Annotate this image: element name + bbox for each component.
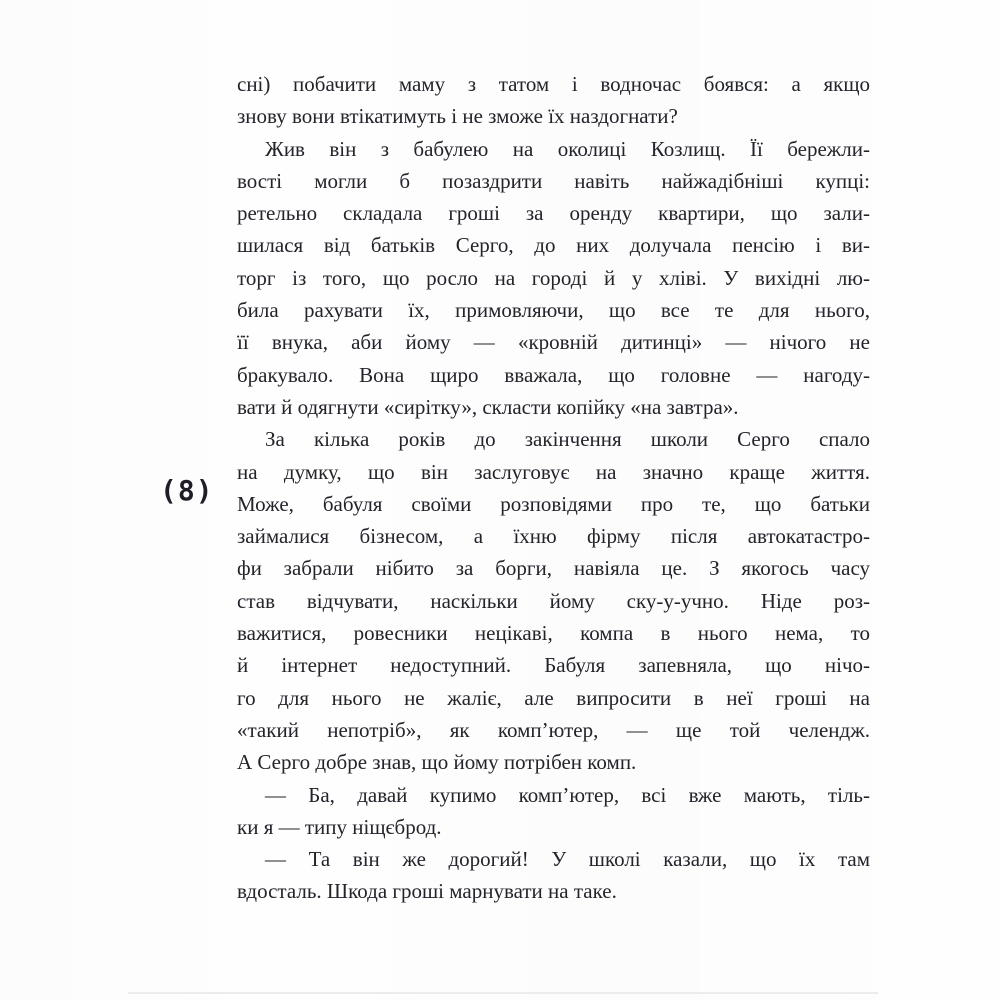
page-text-block (237, 68, 870, 908)
text-line: важитися, ровесники нецікаві, компа в нього нема, то (237, 621, 870, 646)
paragraph (237, 843, 870, 908)
text-line: торг із того, що росло на городі й у хліві. У вихідні лю- (237, 265, 870, 290)
paragraph (237, 133, 870, 424)
text-line: вдосталь. Шкода гроші марнувати на таке. (237, 879, 617, 904)
text-line: Може, бабуля своїми розповідями про те, що батьки (237, 491, 870, 516)
paragraph (237, 68, 870, 133)
scan-artifact-line (128, 992, 878, 994)
text-line: на думку, що він заслуговує на значно краще життя. (237, 459, 870, 484)
text-line: займалися бізнесом, а їхню фірму після автокатастро- (237, 524, 870, 549)
text-line: За кілька років до закінчення школи Серго спало (265, 427, 870, 452)
text-line: ретельно складала гроші за оренду квартири, що зали- (237, 201, 870, 226)
text-line: й інтернет недоступний. Бабуля запевняла, що нічо- (237, 653, 870, 678)
text-line: вості могли б позаздрити навіть найжадібніші купці: (237, 168, 870, 193)
text-line: сні) побачити маму з татом і водночас боявся: а якщо (237, 72, 870, 96)
text-line: бракувало. Вона щиро вважала, що головне — нагоду- (237, 362, 870, 387)
text-line: го для нього не жаліє, але випросити в неї гроші на (237, 685, 870, 710)
paragraph (237, 779, 870, 844)
text-line: ки я — типу ніщєброд. (237, 814, 442, 839)
text-line: «такий непотріб», як комп’ютер, — ще той челендж. (237, 717, 870, 742)
text-line: знову вони втікатимуть і не зможе їх наздогнати? (237, 104, 678, 129)
page-number: (8) (160, 474, 214, 507)
text-line: А Серго добре знав, що йому потрібен комп. (237, 750, 637, 775)
text-line: — Та він же дорогий! У школі казали, що їх там (265, 847, 870, 872)
paragraph (237, 423, 870, 778)
text-line: шилася від батьків Серго, до них долучала пенсію і ви- (237, 233, 870, 258)
text-line: фи забрали нібито за борги, навіяла це. З якогось часу (237, 556, 870, 581)
text-line: — Ба, давай купимо комп’ютер, всі вже мають, тіль- (265, 782, 870, 807)
text-line: став відчувати, наскільки йому ску-у-учно. Ніде роз- (237, 588, 870, 613)
text-line: Жив він з бабулею на околиці Козлищ. Її бережли- (265, 136, 870, 161)
text-line: її внука, аби йому — «кровній дитинці» — нічого не (237, 330, 870, 355)
text-line: била рахувати їх, примовляючи, що все те для нього, (237, 298, 870, 323)
text-line: вати й одягнути «сирітку», скласти копійку «на завтра». (237, 394, 739, 419)
